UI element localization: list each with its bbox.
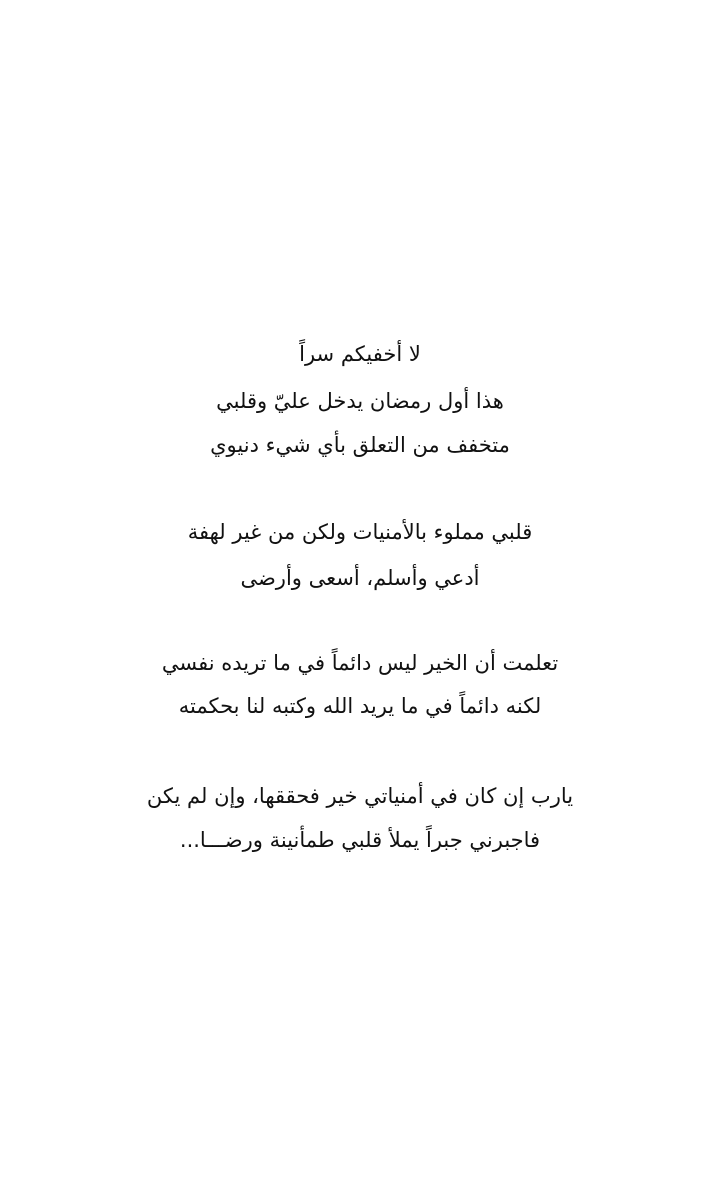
poem-line: لا أخفيكم سراً — [299, 342, 421, 366]
poem-line: تعلمت أن الخير ليس دائماً في ما تريده نفسي — [161, 651, 559, 675]
poem-line: يارب إن كان في أمنياتي خير فحققها، وإن لم يكن — [146, 784, 574, 808]
poem-line: متخفف من التعلق بأي شيء دنيوي — [210, 433, 510, 457]
poem-line: لكنه دائماً في ما يريد الله وكتبه لنا بحكمته — [178, 694, 542, 718]
poem-line: هذا أول رمضان يدخل عليّ وقلبي — [216, 389, 504, 413]
poem-line: أدعي وأسلم، أسعى وأرضى — [240, 566, 480, 590]
poem-line: قلبي مملوء بالأمنيات ولكن من غير لهفة — [187, 520, 533, 544]
poem-line: فاجبرني جبراً يملأ قلبي طمأنينة ورضـــا... — [179, 828, 541, 852]
